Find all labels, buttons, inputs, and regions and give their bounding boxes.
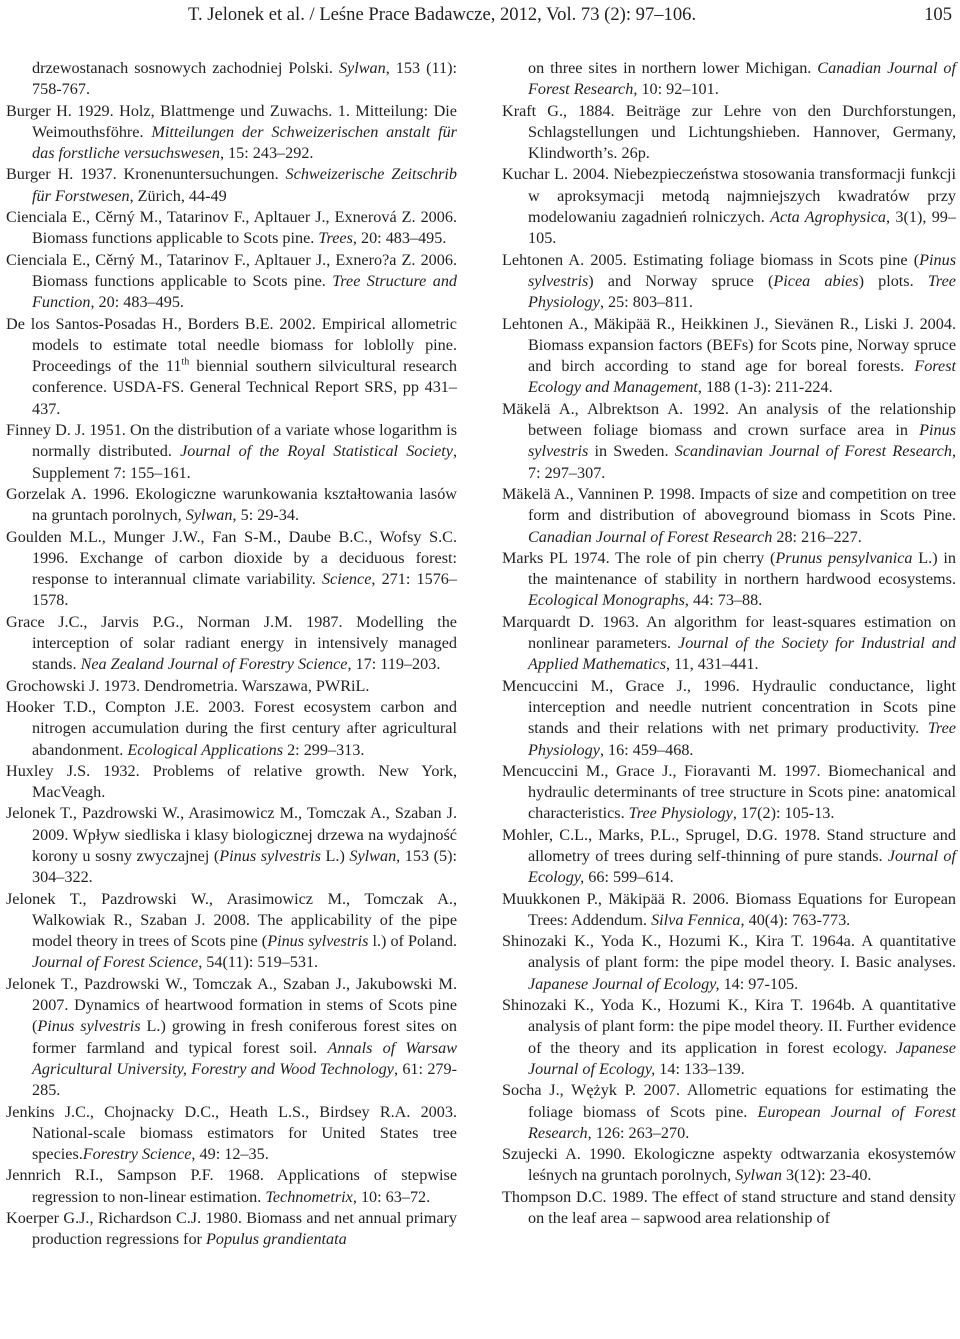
reference-text: Grace J.C., Jarvis P.G., Norman J.M. 1987. Modelling the interception of solar radiant energy in intensively managed stands. (6, 612, 457, 674)
reference-italic-text: Pinus sylvestris (37, 1017, 141, 1036)
reference-entry (6, 314, 457, 420)
reference-text: Muukkonen P., Mäkipää R. 2006. Biomass Equations for European Trees: Addendum. (502, 889, 956, 929)
reference-text: drzewostanach sosnowych zachodniej Polski. (32, 59, 339, 77)
reference-text: , 25: 803–811. (599, 293, 693, 312)
reference-italic-text: Acta Agrophysica (770, 208, 886, 227)
reference-italic-text: Canadian Journal of Forest Research (528, 527, 773, 546)
reference-text: Shinozaki K., Yoda K., Hozumi K., Kira T. 1964a. A quantitative analysis of plant form: the pipe model theory. I. Basic analyses. (502, 932, 956, 972)
reference-text: , 20: 483–495. (90, 293, 184, 312)
reference-text: , 49: 12–35. (191, 1145, 269, 1164)
reference-entry (502, 399, 956, 484)
reference-italic-text: Annals of Warsaw Agricultural University, Forestry and Wood Technology (32, 1038, 457, 1078)
reference-italic-text: Silva Fennica (651, 910, 741, 929)
reference-entry (502, 995, 956, 1080)
reference-text: ) plots. (858, 271, 928, 290)
reference-text: 66: 599–614. (588, 868, 674, 887)
reference-entry (6, 612, 457, 676)
reference-text: , 16: 459–468. (599, 740, 694, 759)
reference-italic-text: Ecological Applications (127, 740, 284, 759)
reference-text: Cienciala E., Cěrný M., Tatarinov F., Apltauer J., Exnerová Z. 2006. Biomass functions applicable to Scots pine. (6, 208, 457, 248)
reference-entry (502, 101, 956, 165)
reference-italic-text: Mitteilungen der Schweizerischen anstalt für das forstliche versuchswesen (32, 122, 457, 163)
reference-text: 28: 216–227. (772, 527, 862, 546)
reference-text: Marks PL 1974. The role of pin cherry ( (502, 548, 776, 567)
reference-italic-text: Sylwan (185, 506, 233, 525)
reference-entry (6, 803, 457, 888)
reference-italic-text: Tree Structure and Function (32, 271, 458, 312)
reference-italic-text: Science (321, 570, 372, 589)
reference-text: , 188 (1-3): 211-224. (697, 378, 833, 397)
reference-text: , 271: 1576–1578. (32, 570, 457, 610)
reference-text: , 40(4): 763-773. (740, 910, 851, 929)
reference-text: Goulden M.L., Munger J.W., Fan S-M., Daube B.C., Wofsy S.C. 1996. Exchange of carbon dioxide by a deciduous forest: response to interannual climate variability. (6, 527, 457, 589)
reference-text: , 61: 279-285. (32, 1059, 457, 1100)
reference-text: Jelonek T., Pazdrowski W., Tomczak A., Szaban J., Jakubowski M. 2007. Dynamics of heartwood formation in stems of Scots pine ( (6, 974, 457, 1036)
reference-text: Mäkelä A., Vanninen P. 1998. Impacts of size and competition on tree form and distribution of aboveground biomass in Scots Pine. (502, 484, 956, 525)
reference-text: , 44: 73–88. (684, 591, 763, 610)
reference-text: Jelonek T., Pazdrowski W., Arasimowicz M., Tomczak A., Szaban J. 2009. Wpływ siedliska i klasy biologicznej drzewa na wydajność korony u sosny zwyczajnej ( (6, 804, 457, 865)
reference-italic-text: Canadian Journal of Forest Research, (528, 59, 956, 99)
reference-italic-text: European Journal of Forest Research (528, 1102, 957, 1142)
reference-entry (6, 1102, 457, 1166)
reference-text: , 7: 297–307. (528, 442, 956, 482)
reference-text: , 15: 243–292. (219, 144, 314, 163)
reference-text: De los Santos-Posadas H., Borders B.E. 2002. Empirical allometric models to estimate total needle biomass for loblolly pine. Proceedings of the 11 (6, 314, 457, 376)
reference-text: Marquardt D. 1963. An algorithm for least-squares estimation on nonlinear parameters. (502, 612, 956, 653)
reference-entry (502, 612, 956, 676)
reference-entry (6, 676, 457, 697)
reference-text: Mäkelä A., Albrektson A. 1992. An analysis of the relationship between foliage biomass and crown surface area in (502, 399, 956, 440)
reference-italic-text: Nea Zealand Journal of Forestry Science (80, 655, 348, 674)
reference-text: Jenkins J.C., Chojnacky D.C., Heath L.S., Birdsey R.A. 2003. National-scale biomass estimators for United States tree species. (6, 1102, 457, 1164)
reference-text: , 54(11): 519–531. (198, 953, 319, 972)
reference-entry (6, 889, 457, 974)
reference-entry (6, 974, 457, 1102)
reference-italic-text: Tree Physiology (528, 271, 956, 312)
reference-text: Kuchar L. 2004. Niebezpieczeństwa stosowania transformacji funkcji w aproksymacji metodą najmniejszych kwadratów przy modelowaniu zagadnień rolniczych. (502, 165, 956, 227)
reference-italic-text: Forestry Science (82, 1145, 192, 1164)
reference-text: 3(12): 23-40. (782, 1166, 872, 1185)
reference-italic-text: Japanese Journal of Ecology, (528, 974, 720, 993)
reference-text: Grochowski J. 1973. Dendrometria. Warszawa, PWRiL. (6, 676, 370, 695)
reference-text: Finney D. J. 1951. On the distribution of a variate whose logarithm is normally distributed. (6, 421, 457, 461)
reference-text: Lehtonen A., Mäkipää R., Heikkinen J., Sievänen R., Liski J. 2004. Biomass expansion factors (BEFs) for Scots pine, Norway spruce and birch according to stand age for boreal forests. (502, 314, 956, 376)
reference-entry (502, 1144, 956, 1187)
reference-italic-text: Prunus pensylvanica (775, 548, 913, 567)
reference-italic-text: Pinus sylvestris (219, 846, 321, 865)
reference-entry (6, 484, 457, 527)
reference-entry (502, 164, 956, 249)
reference-text: , 3(1), 99–105. (528, 208, 956, 248)
reference-text: , 10: 63–72. (352, 1187, 431, 1206)
reference-italic-text: Forest Ecology and Management (528, 357, 956, 397)
reference-text: , 126: 263–270. (587, 1123, 690, 1142)
reference-text: Hooker T.D., Compton J.E. 2003. Forest ecosystem carbon and nitrogen accumulation during the first century after agricultural abandonment. (6, 697, 457, 759)
reference-text: Mencuccini M., Grace J., 1996. Hydraulic conductance, light interception and needle nutrient concentration in Scots pine stands and their relations with net primary productivity. (502, 676, 956, 738)
reference-entry (6, 420, 457, 484)
reference-text: Burger H. 1937. Kronenuntersuchungen. (6, 165, 286, 184)
reference-text: L.) growing in fresh coniferous forest sites on former farmland and typical forest soil. (32, 1017, 458, 1057)
reference-text: , Supplement 7: 155–161. (32, 442, 458, 482)
reference-text: Gorzelak A. 1996. Ekologiczne warunkowania kształtowania lasów na gruntach porolnych, (6, 484, 457, 525)
reference-entry (6, 207, 457, 250)
reference-text: 14: 97-105. (719, 974, 799, 993)
reference-italic-text: Tree Physiology (528, 719, 956, 759)
reference-entry (502, 314, 956, 399)
reference-text: Thompson D.C. 1989. The effect of stand structure and stand density on the leaf area – sapwood area relationship of (502, 1187, 956, 1228)
reference-italic-text: Picea abies (773, 271, 859, 290)
reference-entry (502, 761, 956, 825)
running-title: T. Jelonek et al. / Leśne Prace Badawcze, 2012, Vol. 73 (2): 97–106. (188, 4, 697, 25)
reference-italic-text: Pinus sylvestris (528, 250, 956, 290)
reference-text: , 153 (5): 304–322. (32, 846, 457, 887)
reference-text: Jelonek T., Pazdrowski W., Arasimowicz M., Tomczak A., Walkowiak R., Szaban J. 2008. The applicability of the pipe model theory in trees of Scots pine ( (6, 889, 457, 951)
reference-italic-text: Journal of Ecology, (528, 846, 956, 887)
reference-entry (6, 101, 457, 165)
reference-text: 2: 299–313. (283, 740, 365, 759)
reference-text: on three sites in northern lower Michigan. (528, 59, 818, 77)
reference-entry (6, 1165, 457, 1208)
page-number: 105 (924, 4, 952, 25)
reference-italic-text: Journal of Forest Science (32, 953, 199, 972)
reference-text: Huxley J.S. 1932. Problems of relative growth. New York, MacVeagh. (6, 761, 457, 802)
reference-italic-text: Scandinavian Journal of Forest Research (674, 442, 952, 461)
reference-text: L.) in the maintenance of stability in northern hardwood ecosystems. (528, 548, 956, 589)
reference-italic-text: Populus grandientata (205, 1230, 347, 1249)
reference-entry (6, 250, 457, 314)
reference-entry (6, 697, 457, 761)
reference-italic-text: Journal of the Royal Statistical Society (180, 442, 453, 461)
reference-text: Kraft G., 1884. Beiträge zur Lehre von den Durchforstungen, Schlagstellungen und Lichtungshieben. Hannover, Germany, Klindworth’s. 26p. (502, 101, 956, 163)
reference-italic-text: Trees (318, 229, 353, 248)
reference-italic-text: Schweizerische Zeitschrib für Forstwesen (32, 165, 458, 205)
reference-text: Szujecki A. 1990. Ekologiczne aspekty odtwarzania ekosystemów leśnych na gruntach porolnych, (502, 1145, 956, 1185)
references-left-column (6, 58, 457, 1251)
reference-text: , 11, 431–441. (666, 655, 759, 674)
reference-entry (6, 761, 457, 804)
reference-italic-text: Pinus sylvestris (528, 421, 956, 461)
reference-text: biennial southern silvicultural research conference. USDA-FS. General Technical Report SRS, pp 431– 437. (32, 357, 457, 418)
reference-entry (502, 1080, 956, 1144)
reference-text: , Zürich, 44-49 (129, 186, 227, 205)
reference-superscript: th (181, 356, 190, 368)
reference-text: Shinozaki K., Yoda K., Hozumi K., Kira T. 1964b. A quantitative analysis of plant form: the pipe model theory. II. Further evidence of the theory and its application in forest ecology. (502, 996, 956, 1057)
reference-entry (502, 931, 956, 995)
reference-entry (502, 548, 956, 612)
reference-entry (6, 58, 457, 101)
reference-italic-text: Sylwan (735, 1166, 782, 1185)
reference-entry (502, 58, 956, 101)
reference-entry (502, 484, 956, 548)
reference-text: Socha J., Wężyk P. 2007. Allometric equations for estimating the foliage biomass of Scots pine. (502, 1081, 956, 1121)
reference-text: L.) (320, 846, 350, 865)
reference-entry (502, 825, 956, 889)
reference-entry (502, 1187, 956, 1230)
reference-text: , 20: 483–495. (352, 229, 447, 248)
reference-text: Lehtonen A. 2005. Estimating foliage biomass in Scots pine ( (502, 250, 920, 269)
reference-text: , 17: 119–203. (347, 655, 441, 674)
reference-text: Burger H. 1929. Holz, Blattmenge und Zuwachs. 1. Mitteilung: Die Weimouthsföhre. (6, 101, 457, 141)
reference-text: in Sweden. (588, 442, 675, 461)
reference-text: Mohler, C.L., Marks, P.L., Sprugel, D.G. 1978. Stand structure and allometry of trees during self-thinning of pure stands. (502, 825, 956, 865)
reference-text: Jennrich R.I., Sampson P.F. 1968. Applications of stepwise regression to non-linear estimation. (6, 1166, 457, 1206)
reference-entry (502, 250, 956, 314)
reference-italic-text: Tree Physiology (628, 804, 733, 823)
reference-text: , 17(2): 105-13. (732, 804, 835, 823)
reference-text: , 153 (11): 758-767. (32, 59, 457, 99)
reference-italic-text: Sylwan (349, 846, 397, 865)
reference-text: ) and Norway spruce ( (588, 271, 774, 290)
reference-entry (502, 676, 956, 761)
reference-entry (6, 1208, 457, 1251)
reference-italic-text: Pinus sylvestris (267, 932, 369, 951)
reference-text: Koerper G.J., Richardson C.J. 1980. Biomass and net annual primary production regressions for (6, 1209, 457, 1249)
reference-entry (6, 527, 457, 612)
reference-italic-text: Ecological Monographs (528, 591, 685, 610)
reference-text: 10: 92–101. (637, 80, 719, 99)
reference-italic-text: Technometrix (265, 1187, 353, 1206)
reference-text: l.) of Poland. (368, 932, 457, 951)
reference-text: 14: 133–139. (655, 1059, 745, 1078)
reference-italic-text: Sylwan (338, 59, 386, 77)
reference-entry (502, 889, 956, 932)
reference-italic-text: Journal of the Society for Industrial and Applied Mathematics (528, 634, 956, 674)
reference-text: Mencuccini M., Grace J., Fioravanti M. 1997. Biomechanical and hydraulic determinants of tree structure in Scots pine: anatomical characteristics. (502, 761, 956, 823)
reference-entry (6, 164, 457, 207)
reference-text: , 5: 29-34. (232, 506, 300, 525)
references-right-column (502, 58, 956, 1229)
reference-text: Cienciala E., Cěrný M., Tatarinov F., Apltauer J., Exnero?a Z. 2006. Biomass functions applicable to Scots pine. (6, 250, 457, 290)
page-header (0, 4, 960, 30)
reference-italic-text: Japanese Journal of Ecology, (528, 1038, 956, 1078)
